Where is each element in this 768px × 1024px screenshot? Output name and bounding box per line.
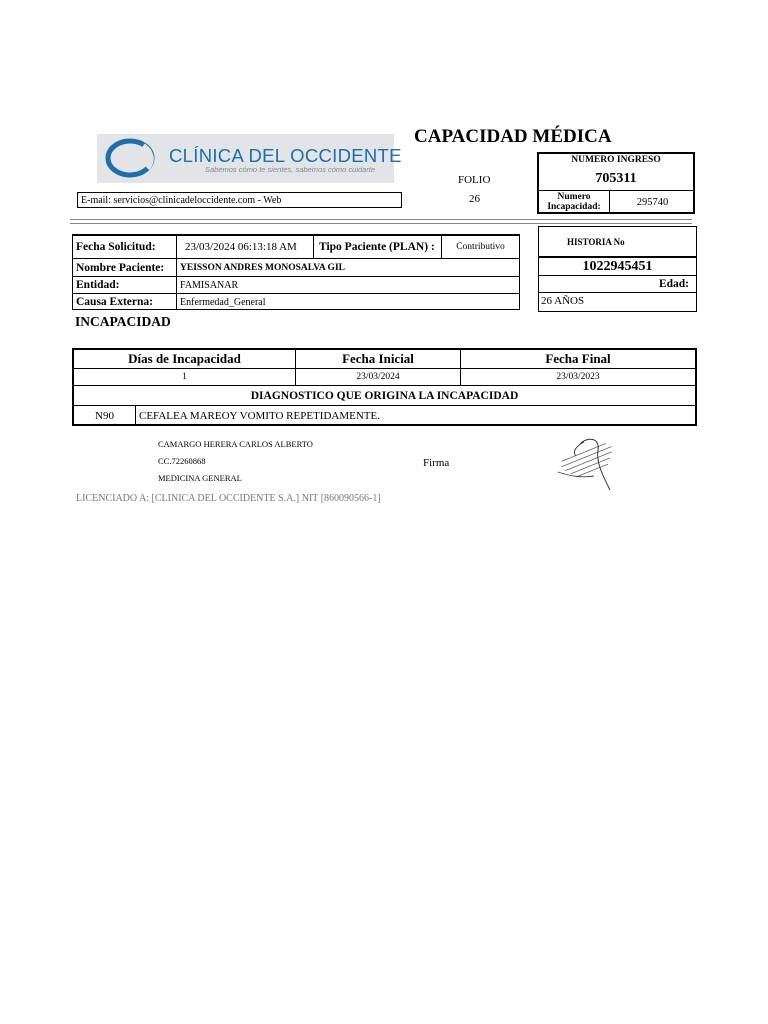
edad-label: Edad: (658, 278, 689, 290)
ingreso-value: 705311 (595, 171, 637, 186)
historia-label: HISTORIA No (567, 237, 625, 247)
causa-externa-label: Causa Externa: (76, 296, 153, 308)
incapacidad-section-title: INCAPACIDAD (75, 314, 171, 329)
document-title: CAPACIDAD MÉDICA (414, 126, 612, 147)
doctor-name: CAMARGO HERERA CARLOS ALBERTO (158, 439, 313, 449)
nombre-paciente-value: YEISSON ANDRES MONOSALVA GIL (180, 262, 345, 273)
clinic-logo (97, 134, 402, 183)
incapacidad-number-value: 295740 (636, 196, 669, 208)
clinic-logo-tagline: Sabemos cómo te sientes, sabemos cómo cuidarte (205, 165, 376, 174)
header-fecha-inicial: Fecha Inicial (342, 351, 414, 366)
doctor-id: CC.72260868 (158, 456, 206, 466)
diagnostico-title: DIAGNOSTICO QUE ORIGINA LA INCAPACIDAD (250, 389, 519, 402)
doctor-specialty: MEDICINA GENERAL (158, 473, 242, 483)
nombre-paciente-label: Nombre Paciente: (76, 261, 165, 274)
ingreso-label: NUMERO INGRESO (571, 154, 661, 165)
tipo-paciente-value: Contributivo (456, 242, 505, 252)
historia-value: 1022945451 (582, 258, 653, 274)
fecha-solicitud-label: Fecha Solicitud: (76, 241, 156, 253)
firma-label: Firma (423, 457, 450, 469)
email-line: E-mail: servicios@clinicadeloccidente.com - Web (81, 194, 282, 206)
diagnostico-code: N90 (95, 409, 114, 422)
entidad-label: Entidad: (76, 279, 120, 291)
clinic-logo-name: CLÍNICA DEL OCCIDENTE (169, 145, 402, 166)
folio-value: 26 (469, 193, 480, 205)
folio-label: FOLIO (458, 174, 491, 186)
diagnostico-text: CEFALEA MAREOY VOMITO REPETIDAMENTE. (139, 409, 380, 422)
dias-value: 1 (182, 372, 187, 382)
tipo-paciente-label: Tipo Paciente (PLAN) : (319, 241, 435, 253)
license-footer: LICENCIADO A: [CLINICA DEL OCCIDENTE S.A.] NIT [860090566-1] (76, 493, 381, 504)
edad-value: 26 AÑOS (541, 294, 585, 307)
fecha-inicial-value: 23/03/2024 (356, 372, 400, 382)
doctor-signature-stamp (550, 432, 634, 494)
fecha-final-value: 23/03/2023 (556, 372, 600, 382)
fecha-solicitud-value: 23/03/2024 06:13:18 AM (185, 241, 297, 253)
incapacidad-number-label: Numero Incapacidad: (547, 192, 601, 212)
header-dias: Días de Incapacidad (128, 351, 241, 366)
entidad-value: FAMISANAR (180, 279, 239, 291)
email-contact (77, 192, 402, 208)
causa-externa-value: Enfermedad_General (180, 296, 266, 308)
header-fecha-final: Fecha Final (545, 351, 611, 366)
clinic-logo-icon (103, 138, 155, 178)
